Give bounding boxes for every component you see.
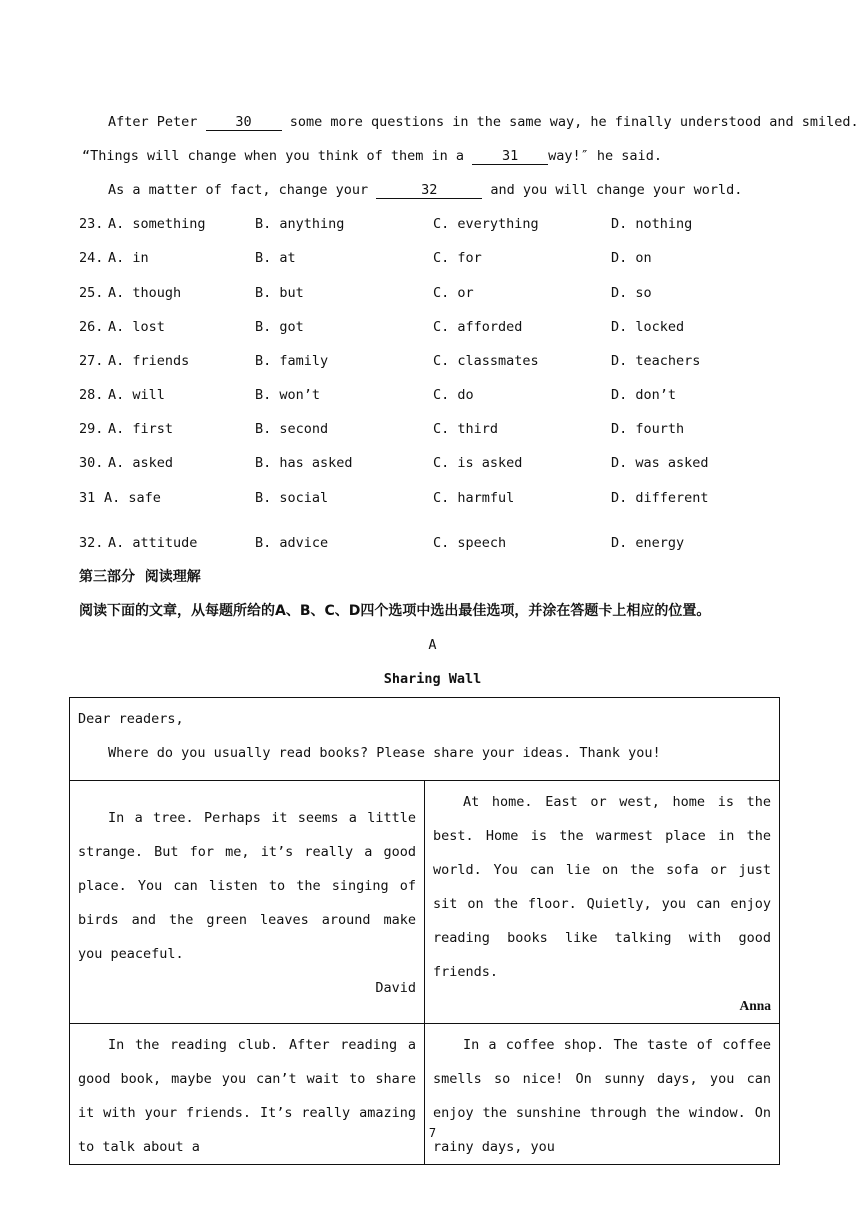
passage-text: As a matter of fact, change your [108,182,369,198]
blank-30: 30 [206,114,282,131]
club-cell [70,1024,425,1165]
wall-row [70,1024,780,1165]
blank-32: 32 [376,182,482,199]
option-b: B. anything [255,216,345,232]
coffee-text: In a coffee shop. The taste of coffee smells so nice! On sunny days, you can enjoy the sunshine through the window. On rainy days, you [433,1037,771,1155]
passage-letter: A [428,637,437,653]
anna-cell [425,781,780,1024]
option-d: D. teachers [611,353,701,369]
passage-text: some more questions in the same way, he finally understood and smiled. [289,114,859,130]
option-a: A. will [108,387,165,403]
question-number: 27. [79,353,104,369]
option-c: C. do [433,387,474,403]
passage-line-2 [82,147,662,165]
option-c: C. for [433,250,482,266]
option-d: D. locked [611,319,685,335]
question-number: 25. [79,285,104,301]
option-c: C. afforded [433,319,523,335]
option-c: C. third [433,421,499,437]
option-b: B. social [255,490,329,506]
option-c: C. everything [433,216,539,232]
passage-text: After Peter [108,114,198,130]
passage-line-1 [108,113,859,131]
option-d: D. nothing [611,216,693,232]
passage-text: way!″ he said. [548,148,662,164]
option-c: C. harmful [433,490,515,506]
option-b: B. has asked [255,455,353,471]
option-d: D. was asked [611,455,709,471]
wall-header-cell [70,698,780,781]
david-signature: David [375,980,416,996]
option-d: D. fourth [611,421,685,437]
option-c: C. speech [433,535,507,551]
option-a: A. friends [108,353,190,369]
wall-prompt: Where do you usually read books? Please share your ideas. Thank you! [108,745,661,761]
option-d: D. different [611,490,709,506]
wall-greeting: Dear readers, [78,711,184,727]
option-a: A. attitude [108,535,198,551]
section-instruction: 阅读下面的文章，从每题所给的A、B、C、D四个选项中选出最佳选项，并涂在答题卡上相应的位置。 [79,603,711,619]
anna-text: At home. East or west, home is the best. Home is the warmest place in the world. You can lie on the sofa or just sit on the floor. Quietly, you can enjoy reading books like talking with good friends. [433,794,771,980]
passage-line-3 [108,181,742,199]
blank-31: 31 [472,148,548,165]
option-d: D. so [611,285,652,301]
option-c: C. or [433,285,474,301]
option-d: D. on [611,250,652,266]
anna-signature: Anna [739,998,771,1013]
option-a: A. asked [108,455,174,471]
option-b: B. second [255,421,329,437]
club-text: In the reading club. After reading a good book, maybe you can’t wait to share it with your friends. It’s really amazing to talk about a [78,1037,416,1155]
option-a: A. in [108,250,149,266]
option-a: A. though [108,285,182,301]
option-a: A. safe [104,490,161,506]
question-number: 31 [79,490,96,506]
section-title: 第三部分 阅读理解 [79,569,201,585]
wall-header-row [70,698,780,781]
question-number: 29. [79,421,104,437]
option-a: A. lost [108,319,165,335]
option-a: A. first [108,421,174,437]
question-number: 32. [79,535,104,551]
option-d: D. don’t [611,387,677,403]
question-number: 24. [79,250,104,266]
question-number: 26. [79,319,104,335]
option-b: B. but [255,285,304,301]
wall-row [70,781,780,1024]
question-number: 28. [79,387,104,403]
option-a: A. something [108,216,206,232]
coffee-cell [425,1024,780,1165]
passage-text: “Things will change when you think of them in a [82,148,465,164]
david-cell [70,781,425,1024]
option-b: B. advice [255,535,329,551]
question-number: 23. [79,216,104,232]
option-b: B. at [255,250,296,266]
david-text: In a tree. Perhaps it seems a little strange. But for me, it’s really a good place. You can listen to the singing of birds and the green leaves around make you peaceful. [78,810,416,962]
option-b: B. family [255,353,329,369]
page-number: 7 [428,1126,437,1140]
passage-text: and you will change your world. [490,182,743,198]
option-b: B. won’t [255,387,321,403]
option-c: C. classmates [433,353,539,369]
passage-title: Sharing Wall [383,671,482,687]
option-d: D. energy [611,535,685,551]
option-c: C. is asked [433,455,523,471]
question-number: 30. [79,455,104,471]
option-b: B. got [255,319,304,335]
sharing-wall-table [69,697,780,1165]
